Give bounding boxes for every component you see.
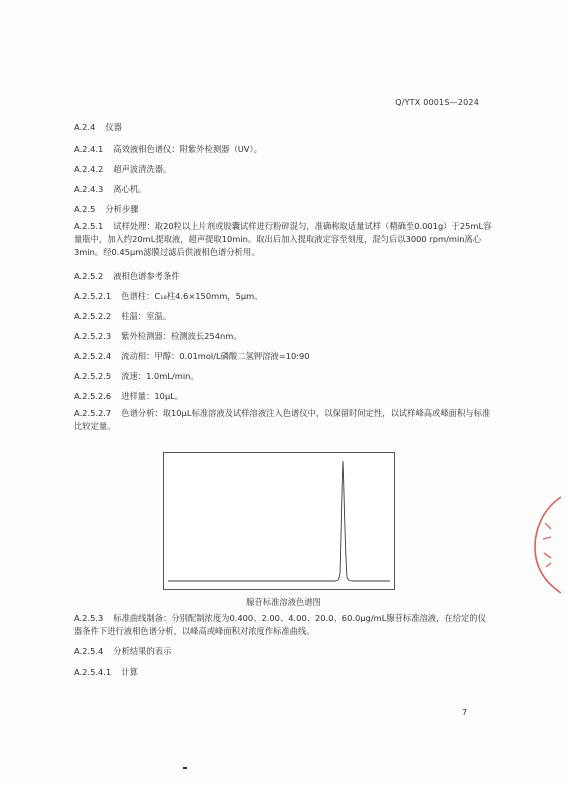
section-text: 柱温：室温。 — [121, 311, 171, 321]
section-item — [74, 143, 262, 155]
section-number: A.2.4.1 — [74, 144, 104, 154]
section-text: 液相色谱参考条件 — [113, 271, 180, 281]
section-text: 流动相：甲醇：0.01mol/L磷酸二氢钾溶液=10:90 — [121, 351, 310, 361]
section-text: 分析步骤 — [105, 204, 139, 214]
section-text: 分析结果的表示 — [113, 646, 172, 656]
page-number: 7 — [462, 708, 468, 717]
section-number: A.2.5.2.7 — [74, 408, 112, 418]
section-heading — [74, 121, 122, 133]
section-text: 离心机。 — [113, 184, 147, 194]
section-number: A.2.5.2.3 — [74, 331, 112, 341]
section-number: A.2.5.2.6 — [74, 391, 112, 401]
section-number: A.2.4 — [74, 122, 96, 132]
section-text: 进样量：10μL。 — [121, 391, 184, 401]
section-number: A.2.4.2 — [74, 164, 104, 174]
section-text: 高效液相色谱仪：附紫外检测器（UV）。 — [113, 144, 262, 154]
section-item — [74, 310, 171, 322]
section-text: 试样处理：取20粒以上片剂或胶囊试样进行粉碎混匀，准确称取适量试样（精确至0.001g）于25mL容量瓶中，加入约20mL提取液，超声提取10min。取出后加入提取液定容至刻度，混匀后以3000 rpm/min离心3min。经0.45μm滤膜过滤后供液相色谱分析用。 — [74, 221, 492, 257]
section-number: A.2.5.3 — [74, 613, 104, 623]
section-number: A.2.5.2.5 — [74, 371, 112, 381]
section-item — [74, 666, 138, 678]
section-number: A.2.5.2 — [74, 271, 104, 281]
document-id: Q/YTX 0001S—2024 — [395, 98, 479, 107]
section-paragraph — [74, 407, 492, 433]
section-item — [74, 350, 310, 362]
section-item — [74, 163, 171, 175]
figure-caption: 腺苷标准溶液色谱图 — [246, 597, 321, 607]
section-heading — [74, 270, 180, 282]
seal-stamp — [531, 495, 561, 595]
section-item — [74, 330, 242, 342]
section-number: A.2.5 — [74, 204, 96, 214]
chromatogram-figure — [163, 452, 395, 590]
section-item — [74, 183, 146, 195]
section-item — [74, 370, 199, 382]
section-item — [74, 390, 183, 402]
section-text: 超声波清洗器。 — [113, 164, 172, 174]
section-text: 仪器 — [105, 122, 122, 132]
section-text: 色谱分析：取10μL标准溶液及试样溶液注入色谱仪中，以保留时间定性，以试样峰高或峰面积与标准比较定量。 — [74, 408, 491, 431]
section-heading — [74, 645, 171, 657]
section-number: A.2.5.4.1 — [74, 667, 112, 677]
section-number: A.2.5.2.4 — [74, 351, 112, 361]
section-number: A.2.5.1 — [74, 221, 104, 231]
section-text: 流速：1.0mL/min。 — [121, 371, 199, 381]
chromatogram-trace — [168, 461, 390, 581]
section-text: 标准曲线制备：分别配制浓度为0.400、2.00、4.00、20.0、60.0μg/mL腺苷标准溶液，在给定的仪器条件下进行液相色谱分析，以峰高或峰面积对浓度作标准曲线。 — [74, 613, 486, 636]
section-text: 色谱柱：C₁₈柱4.6×150mm，5μm。 — [121, 291, 263, 301]
scan-speck — [183, 767, 187, 769]
section-number: A.2.5.4 — [74, 646, 104, 656]
section-number: A.2.5.2.1 — [74, 291, 112, 301]
section-text: 计算 — [121, 667, 138, 677]
section-paragraph — [74, 612, 492, 638]
section-text: 紫外检测器：检测波长254nm。 — [121, 331, 242, 341]
chromatogram-plot — [164, 453, 394, 589]
section-paragraph — [74, 220, 492, 259]
section-heading — [74, 203, 139, 215]
section-item — [74, 290, 263, 302]
section-number: A.2.4.3 — [74, 184, 104, 194]
section-number: A.2.5.2.2 — [74, 311, 112, 321]
